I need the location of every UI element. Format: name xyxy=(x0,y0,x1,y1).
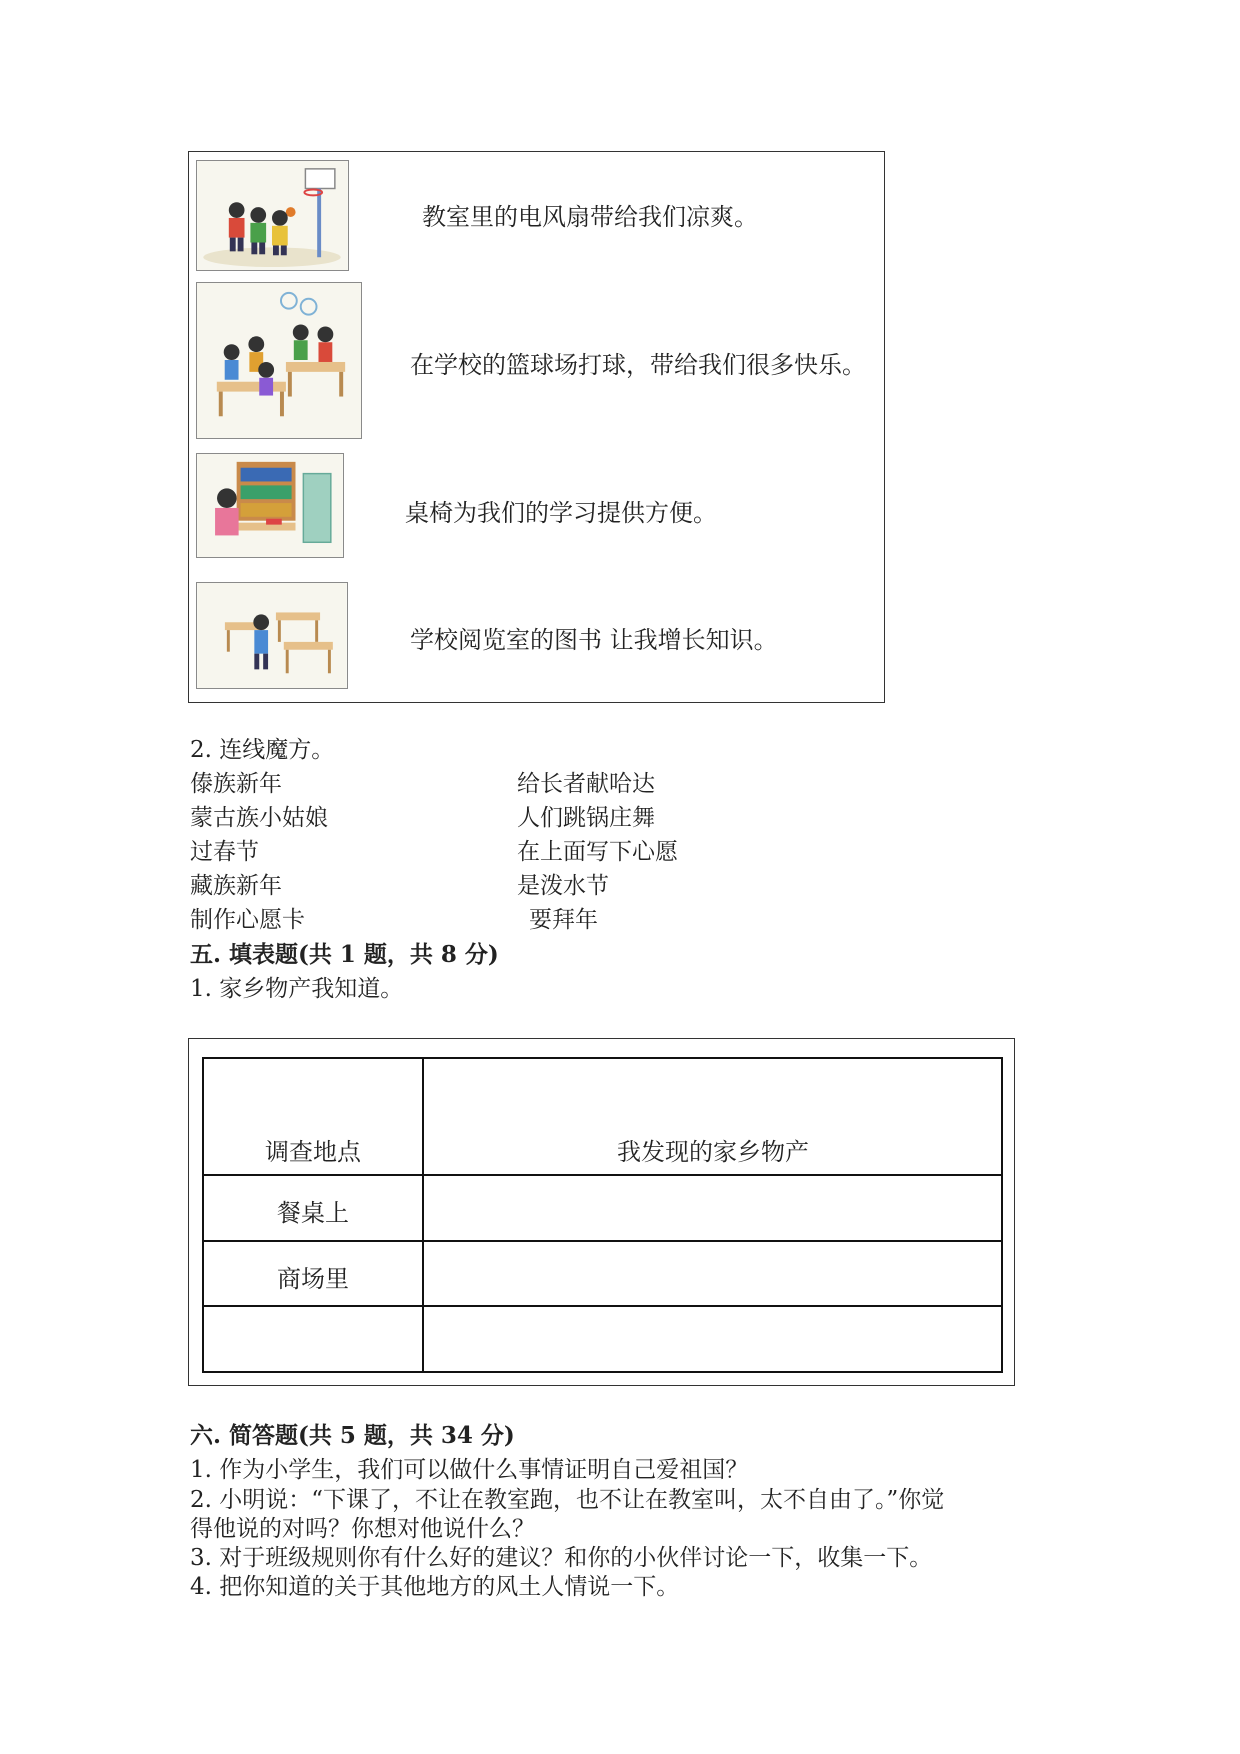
q2-left-item: 制作心愿卡 xyxy=(190,907,305,933)
q2-left-item: 藏族新年 xyxy=(190,873,282,899)
basketball-kids-icon xyxy=(196,160,349,271)
section6-question: 3. 对于班级规则你有什么好的建议？和你的小伙伴讨论一下，收集一下。 xyxy=(190,1545,933,1571)
section5-heading: 五. 填表题(共 1 题，共 8 分) xyxy=(190,941,499,968)
table-answer-cell[interactable] xyxy=(423,1307,1003,1371)
match-sentence-2: 在学校的篮球场打球，带给我们很多快乐。 xyxy=(410,351,866,379)
q2-left-item: 傣族新年 xyxy=(190,771,282,797)
q2-right-item: 要拜年 xyxy=(529,907,598,933)
table-header-products: 我发现的家乡物产 xyxy=(617,1138,809,1166)
table-row-location: 商场里 xyxy=(277,1265,349,1293)
match-sentence-1: 教室里的电风扇带给我们凉爽。 xyxy=(422,203,758,231)
q2-right-item: 是泼水节 xyxy=(517,873,609,899)
section6-question: 2. 小明说：“下课了，不让在教室跑，也不让在教室叫，太不自由了。”你觉 xyxy=(190,1487,945,1513)
local-products-table xyxy=(202,1057,1003,1373)
match-sentence-4: 学校阅览室的图书 让我增长知识。 xyxy=(410,626,778,654)
q2-title: 2. 连线魔方。 xyxy=(190,737,335,763)
table-row-location: 餐桌上 xyxy=(277,1199,349,1227)
section5-question-1: 1. 家乡物产我知道。 xyxy=(190,976,404,1002)
desks-chairs-icon xyxy=(196,582,348,689)
q2-left-item: 过春节 xyxy=(190,839,259,865)
q2-left-item: 蒙古族小姑娘 xyxy=(190,805,328,831)
table-answer-cell[interactable] xyxy=(423,1176,1003,1240)
q2-right-item: 人们跳锅庄舞 xyxy=(517,805,655,831)
classroom-fans-icon xyxy=(196,282,362,439)
q2-right-item: 给长者献哈达 xyxy=(517,771,655,797)
section6-question-continued: 得他说的对吗？你想对他说什么？ xyxy=(190,1516,535,1542)
match-sentence-3: 桌椅为我们的学习提供方便。 xyxy=(405,499,717,527)
q2-right-item: 在上面写下心愿 xyxy=(517,839,678,865)
table-location-cell[interactable] xyxy=(204,1307,422,1371)
section6-heading: 六. 简答题(共 5 题，共 34 分) xyxy=(190,1422,515,1449)
section6-question: 1. 作为小学生，我们可以做什么事情证明自己爱祖国？ xyxy=(190,1457,749,1483)
table-answer-cell[interactable] xyxy=(423,1242,1003,1305)
library-reading-icon xyxy=(196,453,344,558)
table-header-location: 调查地点 xyxy=(265,1138,361,1166)
section6-question: 4. 把你知道的关于其他地方的风土人情说一下。 xyxy=(190,1574,680,1600)
